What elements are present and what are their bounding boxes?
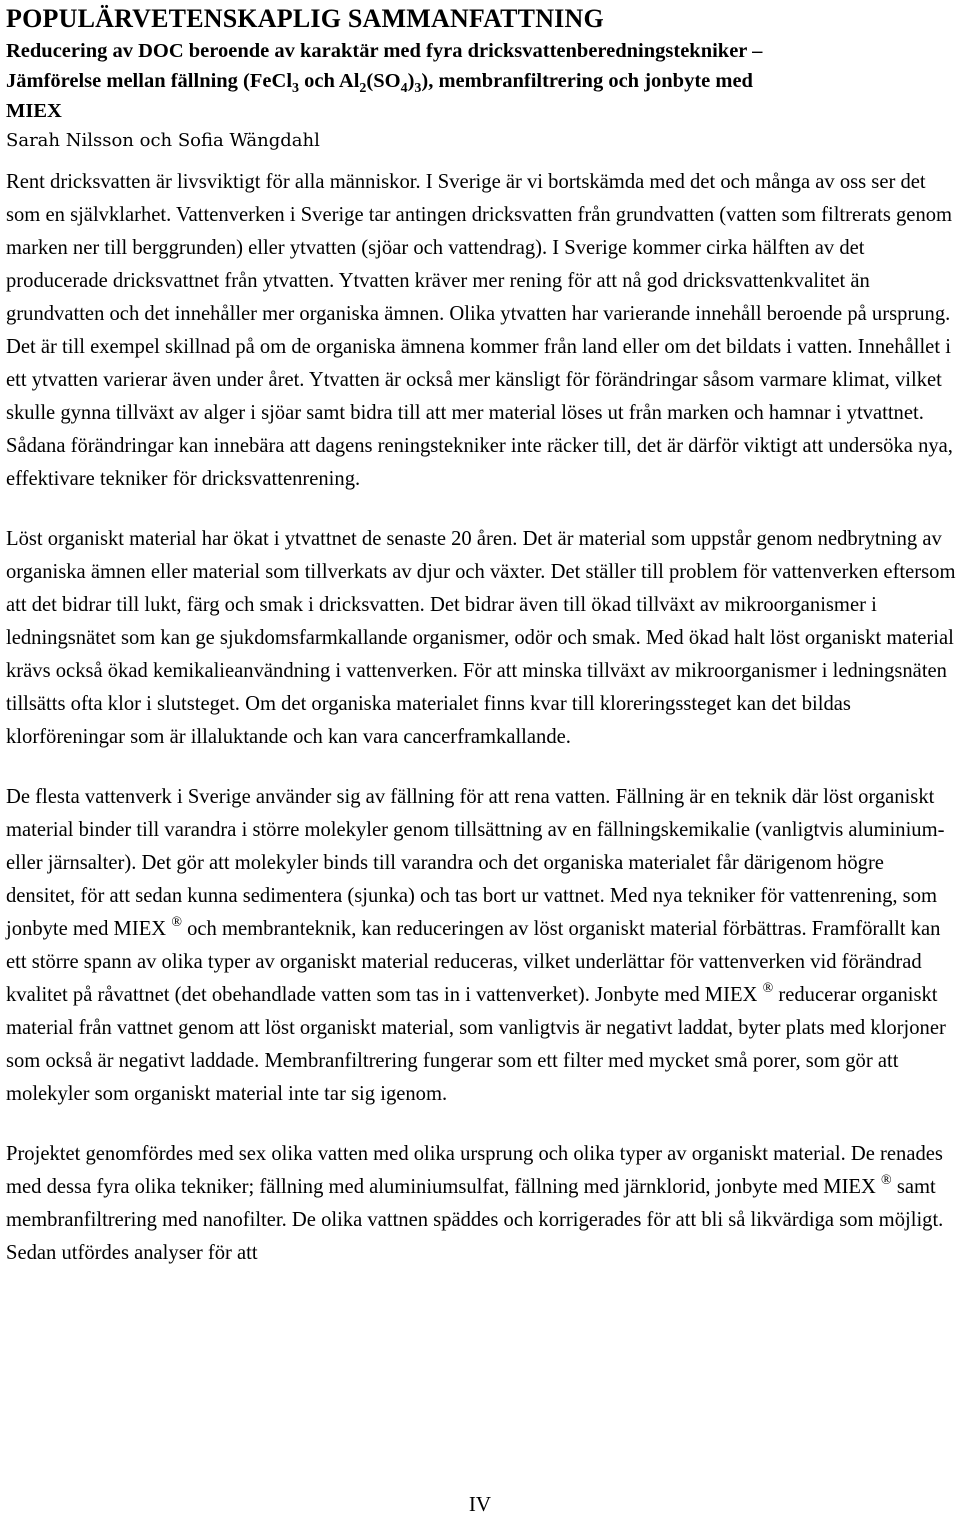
paragraph-text: samt membranfiltrering med nanofilter. De olika vattnen späddes och korrigerades för att bli så likvärdiga som möjligt. Sedan utfördes analyser för att <box>6 1176 944 1264</box>
paragraph-text: Projektet genomfördes med sex olika vatten med olika ursprung och olika typer av organiskt material. De renades med dessa fyra olika tekniker; fällning med aluminiumsulfat, fällning med järnklorid, jonbyte med MIEX <box>6 1143 943 1198</box>
subtitle-text: ), membranfiltrering och jonbyte med <box>421 70 753 92</box>
subtitle-line-2 <box>6 66 956 96</box>
document-heading: POPULÄRVETENSKAPLIG SAMMANFATTNING <box>6 4 604 33</box>
paragraph-text: reducerar organiskt material från vattnet genom att löst organiskt material, som vanligtvis är negativt laddat, byter plats med klorjoner som också är negativt laddade. Membranfiltrering fungerar som ett filter med mycket små porer, som gör att molekyler som organiskt material inte tar sig igenom. <box>6 984 946 1105</box>
subtitle-text: och Al <box>299 70 360 92</box>
subscript: 3 <box>414 81 422 97</box>
paragraph-4 <box>6 1138 956 1270</box>
subscript: 4 <box>400 81 408 97</box>
document-page <box>6 0 956 1270</box>
subtitle-text: (SO <box>366 70 401 92</box>
authors: Sarah Nilsson och Sofia Wängdahl <box>6 130 320 151</box>
paragraph-text: De flesta vattenverk i Sverige använder sig av fällning för att rena vatten. Fällning är en teknik där löst organiskt material binder till varandra i större molekyler genom tillsättning av en fällningskemikalie (vanligtvis aluminium- eller järnsalter). Det gör att molekyler binds till varandra och det organiska materialet får därigenom högre densitet, för att sedan kunna sedimentera (sjunka) och tas bort ur vattnet. Med nya tekniker för vattenrening, som jonbyte med MIEX <box>6 786 945 940</box>
page-number: IV <box>468 1492 492 1516</box>
subtitle-line-1: Reducering av DOC beroende av karaktär med fyra dricksvattenberedningstekniker – <box>6 40 763 62</box>
subscript: 2 <box>359 81 367 97</box>
subtitle-text: Jämförelse mellan fällning (FeCl <box>6 70 293 92</box>
paragraph-3 <box>6 781 956 1111</box>
paragraph-2: Löst organiskt material har ökat i ytvattnet de senaste 20 åren. Det är material som uppstår genom nedbrytning av organiska ämnen eller material som tillverkats av djur och växter. Det ställer till problem för vattenverken eftersom att det bidrar till lukt, färg och smak i dricksvatten. Det bidrar även till ökad tillväxt av mikroorganismer i ledningsnätet som kan ge sjukdomsfarmkallande organismer, odör och smak. Med ökad halt löst organiskt material krävs också ökad kemikalieanvändning i vattenverken. För att minska tillväxt av mikroorganismer i ledningsnäten tillsätts ofta klor i slutsteget. Om det organiska materialet finns kvar till kloreringssteget kan det bildas klorföreningar som är illaluktande och kan vara cancerframkallande. <box>6 528 956 748</box>
subscript: 3 <box>292 81 300 97</box>
paragraph-text: och membranteknik, kan reduceringen av löst organiskt material förbättras. Framförallt kan ett större spann av olika typer av organiskt material reduceras, vilket underlättar för vattenverken vid förändrad kvalitet på råvattnet (det obehandlade vatten som tas in i vattenverket). Jonbyte med MIEX <box>6 918 941 1006</box>
document-subtitle <box>6 36 956 126</box>
registered-trademark-symbol: ® <box>171 915 182 930</box>
subtitle-text: ) <box>407 70 415 92</box>
registered-trademark-symbol: ® <box>762 981 774 996</box>
registered-trademark-symbol: ® <box>881 1173 892 1188</box>
paragraph-1: Rent dricksvatten är livsviktigt för alla människor. I Sverige är vi bortskämda med det och många av oss ser det som en självklarhet. Vattenverken i Sverige tar antingen dricksvatten från grundvatten (vatten som filtrerats genom marken ner till berggrunden) eller ytvatten (sjöar och vattendrag). I Sverige kommer cirka hälften av det producerade dricksvattnet från ytvatten. Ytvatten kräver mer rening för att nå god dricksvattenkvalitet än grundvatten och det innehåller mer organiska ämnen. Olika ytvatten har varierande innehåll beroende på ursprung. Det är till exempel skillnad på om de organiska ämnena kommer från land eller om det bildats i vatten. Innehållet i ett ytvatten varierar även under året. Ytvatten är också mer känsligt för förändringar såsom varmare klimat, vilket skulle gynna tillväxt av alger i sjöar samt bidra till att mer material löses ut från marken och hamnar i ytvattnet. Sådana förändringar kan innebära att dagens reningstekniker inte räcker till, det är därför viktigt att undersöka nya, effektivare tekniker för dricksvattenrening. <box>6 171 953 490</box>
subtitle-line-3: MIEX <box>6 100 62 122</box>
